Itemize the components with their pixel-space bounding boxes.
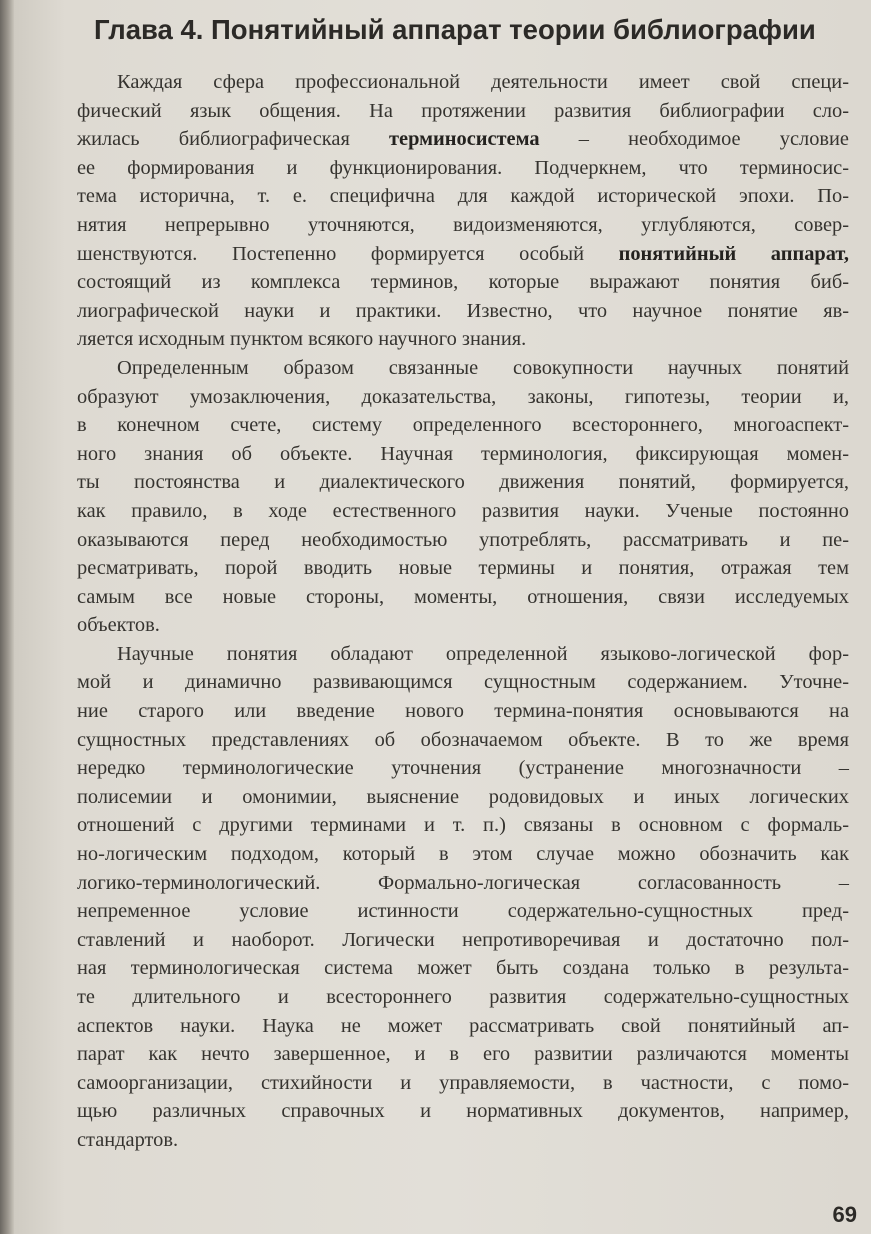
text-segment: ты постоянства и диалектического движения понятий, формируется, bbox=[77, 471, 849, 494]
text-line bbox=[77, 297, 849, 326]
text-line bbox=[77, 697, 849, 726]
text-segment: тема исторична, т. е. специфична для каждой исторической эпохи. По- bbox=[77, 185, 849, 208]
text-line bbox=[77, 811, 849, 840]
text-line bbox=[77, 154, 849, 183]
text-segment: Научные понятия обладают определенной языково-логической фор- bbox=[117, 642, 849, 665]
text-segment: нятия непрерывно уточняются, видоизменяются, углубляются, совер- bbox=[77, 213, 849, 236]
text-segment: состоящий из комплекса терминов, которые выражают понятия биб- bbox=[77, 271, 849, 294]
text-line bbox=[77, 869, 849, 898]
text-line bbox=[77, 726, 849, 755]
text-segment: те длительного и всестороннего развития содержательно-сущностных bbox=[77, 986, 849, 1008]
text-line bbox=[77, 268, 849, 297]
text-segment: в конечном счете, систему определенного всестороннего, многоаспект- bbox=[77, 414, 849, 437]
text-line bbox=[77, 983, 849, 1012]
text-line bbox=[77, 1040, 849, 1069]
text-segment: как правило, в ходе естественного развития науки. Ученые постоянно bbox=[77, 499, 849, 522]
text-segment: лиографической науки и практики. Известно, что научное понятие яв- bbox=[77, 299, 849, 322]
text-line bbox=[77, 240, 849, 269]
text-segment: ние старого или введение нового термина-понятия основываются на bbox=[77, 700, 849, 723]
text-segment: полисемии и омонимии, выяснение родовидовых и иных логических bbox=[77, 785, 849, 808]
text-line bbox=[77, 640, 849, 669]
text-line bbox=[77, 526, 849, 555]
text-segment: – необходимое условие bbox=[539, 128, 849, 151]
text-segment: стандартов. bbox=[77, 1128, 179, 1151]
text-line bbox=[77, 754, 849, 783]
text-segment: отношений с другими терминами и т. п.) связаны в основном с формаль- bbox=[77, 814, 849, 837]
text-segment: образуют умозаключения, доказательства, законы, гипотезы, теории и, bbox=[77, 385, 849, 408]
text-segment: непременное условие истинности содержательно-сущностных пред- bbox=[77, 900, 849, 923]
book-page bbox=[14, 0, 871, 1234]
chapter-heading: Глава 4. Понятийный аппарат теории библиографии bbox=[94, 14, 816, 45]
text-segment: ставлений и наоборот. Логически непротиворечивая и достаточно пол- bbox=[77, 928, 849, 951]
text-line bbox=[77, 1126, 849, 1155]
text-line bbox=[77, 840, 849, 869]
text-segment: ная терминологическая система может быть создана только в результа- bbox=[77, 957, 849, 980]
text-segment: аспектов науки. Наука не может рассматривать свой понятийный ап- bbox=[77, 1014, 849, 1037]
text-line bbox=[77, 897, 849, 926]
text-line bbox=[77, 1012, 849, 1041]
text-line bbox=[77, 497, 849, 526]
text-line bbox=[77, 468, 849, 497]
text-line bbox=[77, 125, 849, 154]
text-line bbox=[77, 325, 849, 354]
text-line bbox=[77, 97, 849, 126]
text-segment: объектов. bbox=[77, 614, 160, 637]
text-segment: самым все новые стороны, моменты, отношения, связи исследуемых bbox=[77, 585, 849, 608]
text-segment: но-логическим подходом, который в этом случае можно обозначить как bbox=[77, 843, 849, 866]
page-number: 69 bbox=[832, 1202, 857, 1227]
text-line bbox=[77, 1069, 849, 1098]
text-line bbox=[77, 783, 849, 812]
text-segment: шенствуются. Постепенно формируется особый bbox=[77, 242, 619, 265]
book-spine-shadow bbox=[0, 0, 14, 1234]
text-line bbox=[77, 668, 849, 697]
text-line bbox=[77, 182, 849, 211]
text-segment: логико-терминологический. Формально-логическая согласованность – bbox=[77, 871, 849, 894]
text-line bbox=[77, 354, 849, 383]
text-line bbox=[77, 440, 849, 469]
text-line bbox=[77, 68, 849, 97]
text-segment: ляется исходным пунктом всякого научного знания. bbox=[77, 328, 527, 351]
text-line bbox=[77, 954, 849, 983]
text-line bbox=[77, 926, 849, 955]
text-segment: ее формирования и функционирования. Подчеркнем, что терминосис- bbox=[77, 156, 849, 179]
bold-term: терминосистема bbox=[389, 128, 540, 151]
text-line bbox=[77, 211, 849, 240]
text-segment: оказываются перед необходимостью употреблять, рассматривать и пе- bbox=[77, 528, 849, 551]
text-segment: самоорганизации, стихийности и управляемости, в частности, с помо- bbox=[77, 1071, 849, 1094]
text-line bbox=[77, 383, 849, 412]
text-segment: мой и динамично развивающимся сущностным содержанием. Уточне- bbox=[77, 671, 849, 694]
text-segment: ресматривать, порой вводить новые термины и понятия, отражая тем bbox=[77, 557, 849, 580]
text-line bbox=[77, 583, 849, 612]
text-line bbox=[77, 611, 849, 640]
text-segment: Каждая сфера профессиональной деятельности имеет свой специ- bbox=[117, 71, 849, 93]
bold-term: понятийный аппарат, bbox=[618, 242, 849, 265]
body-text bbox=[77, 68, 849, 1155]
text-line bbox=[77, 1097, 849, 1126]
text-segment: фический язык общения. На протяжении развития библиографии сло- bbox=[77, 99, 849, 122]
text-segment: сущностных представлениях об обозначаемом объекте. В то же время bbox=[77, 728, 849, 751]
text-segment: ного знания об объекте. Научная терминология, фиксирующая момен- bbox=[77, 442, 849, 465]
text-segment: щью различных справочных и нормативных документов, например, bbox=[77, 1100, 849, 1123]
text-segment: Определенным образом связанные совокупности научных понятий bbox=[117, 356, 849, 379]
text-line bbox=[77, 411, 849, 440]
text-segment: нередко терминологические уточнения (устранение многозначности – bbox=[77, 757, 849, 780]
text-line bbox=[77, 554, 849, 583]
text-segment: жилась библиографическая bbox=[77, 128, 390, 151]
text-segment: парат как нечто завершенное, и в его развитии различаются моменты bbox=[77, 1043, 849, 1066]
